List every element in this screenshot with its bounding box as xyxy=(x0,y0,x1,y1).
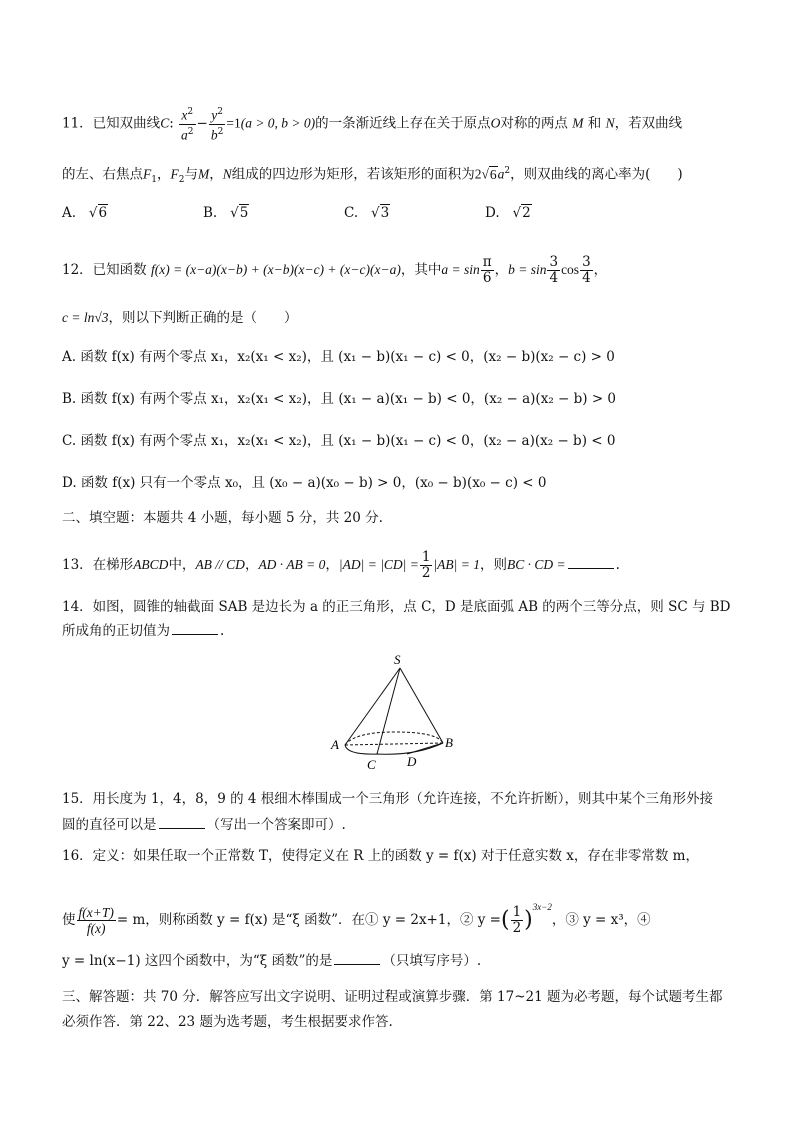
label-c: C xyxy=(367,757,376,772)
base-front-arc xyxy=(345,743,443,754)
q12-line1: 12．已知函数 f(x) = (x−a)(x−b) + (x−b)(x−c) + (x−c)(x−a)，其中a = sin $\frac{\pi}{6}$ ，b = sin $\frac{3}{4}$ cos $\frac{3}{4}$ ， xyxy=(62,254,608,286)
label-a: A xyxy=(331,737,339,752)
q15-line1: 15．用长度为 1，4，8，9 的 4 根细木棒围成一个三角形（允许连接，不允许折断），则其中某个三角形外接 xyxy=(62,791,714,807)
q16-answer-blank[interactable] xyxy=(334,964,380,965)
q12-option-a[interactable]: A. 函数 f(x) 有两个零点 x₁，x₂(x₁ < x₂)，且 (x₁ − b)(x₁ − c) < 0，(x₂ − b)(x₂ − c) > 0 xyxy=(62,349,615,365)
q14-line1: 14．如图，圆锥的轴截面 SAB 是边长为 a 的正三角形，点 C，D 是底面弧 AB 的两个三等分点，则 SC 与 BD xyxy=(62,599,731,615)
cone-figure xyxy=(325,650,475,772)
q11-option-a[interactable]: A. √6 xyxy=(62,205,108,221)
q11-option-b[interactable]: B. √5 xyxy=(203,205,249,221)
q13-line: 13．在梯形ABCD中，AB // CD，AD · AB = 0，|AD| = |CD| = $\frac{1}{2}$ |AB| = 1，则BC · CD = . xyxy=(62,549,620,581)
q12-function: f(x) = (x−a)(x−b) + (x−b)(x−c) + (x−c)(x−a) xyxy=(150,262,401,277)
base-back-arc xyxy=(345,732,443,745)
cone-edge-sc xyxy=(377,668,400,754)
q13-answer-blank[interactable] xyxy=(568,568,614,569)
q13-frac-half: $\frac{1}{2}$ xyxy=(421,549,431,581)
q11-option-c[interactable]: C. √3 xyxy=(344,205,390,221)
q16-frac: $\frac{f(x+T)}{f(x)}$ xyxy=(78,905,114,936)
q16-frac-half: $\frac{1}{2}$ xyxy=(512,904,522,936)
q12-option-c[interactable]: C. 函数 f(x) 有两个零点 x₁，x₂(x₁ < x₂)，且 (x₁ − b)(x₁ − c) < 0，(x₂ − a)(x₂ − b) < 0 xyxy=(62,433,616,449)
q11-number: 11．已知双曲线 xyxy=(62,115,161,132)
q14-line2: 所成角的正切值为 . xyxy=(62,623,225,639)
q12-frac-34b: $\frac{3}{4}$ xyxy=(582,254,591,286)
label-b: B xyxy=(445,735,453,750)
q11-line1: 11．已知双曲线C: $\frac{x^2}{a^2}$ − $\frac{y^2}{b^2}$ =1(a > 0, b > 0)的一条渐近线上存在关于原点O对称的两点 M 和 N，若双曲线 xyxy=(62,107,683,142)
section-3-line1: 三、解答题：共 70 分．解答应写出文字说明、证明过程或演算步骤．第 17~21 题为必考题，每个试题考生都 xyxy=(62,989,723,1005)
label-s: S xyxy=(394,652,401,667)
section-2-heading: 二、填空题：本题共 4 小题，每小题 5 分，共 20 分. xyxy=(62,510,383,526)
q15-answer-blank[interactable] xyxy=(159,828,205,829)
cone-edge-sb xyxy=(400,668,443,743)
q11-frac-x: $\frac{x^2}{a^2}$ xyxy=(181,107,194,142)
q12-line2: c = ln√3，则以下判断正确的是（ ） xyxy=(62,310,298,326)
q12-frac-pi6: $\frac{\pi}{6}$ xyxy=(482,254,492,286)
q11-line2: 的左、右焦点$F_1$，$F_2$与M，N组成的四边形为矩形，若该矩形的面积为$2√6a^2$，则双曲线的离心率为( ) xyxy=(62,166,683,186)
q14-answer-blank[interactable] xyxy=(172,634,218,635)
diameter-ab xyxy=(345,743,443,745)
section-3-line2: 必须作答．第 22、23 题为选考题，考生根据要求作答. xyxy=(62,1014,393,1030)
q16-line3: y = ln(x−1) 这四个函数中，为“ξ 函数”的是 （只填写序号）. xyxy=(62,953,482,969)
q12-option-d[interactable]: D. 函数 f(x) 只有一个零点 x₀，且 (x₀ − a)(x₀ − b) > 0，(x₀ − b)(x₀ − c) < 0 xyxy=(62,475,547,491)
q11-frac-y: $\frac{y^2}{b^2}$ xyxy=(210,107,224,142)
label-d: D xyxy=(407,754,417,769)
segment-bd xyxy=(407,743,443,754)
q12-frac-34a: $\frac{3}{4}$ xyxy=(549,254,559,286)
q11-curve: C xyxy=(160,115,170,131)
q12-number: 12．已知函数 xyxy=(62,262,147,278)
q16-line2: 使 $\frac{f(x+T)}{f(x)}$ = m，则称函数 y = f(x) 是“ξ 函数”．在① y = 2x+1，② y =( $\frac{1}{2}$ )$^{3x-2}$，③ y = x³，④ xyxy=(62,902,651,936)
q12-option-b[interactable]: B. 函数 f(x) 有两个零点 x₁，x₂(x₁ < x₂)，且 (x₁ − a)(x₁ − b) < 0，(x₂ − a)(x₂ − b) > 0 xyxy=(62,391,617,407)
q16-line1: 16．定义：如果任取一个正常数 T，使得定义在 R 上的函数 y = f(x) 对于任意实数 x，存在非零常数 m， xyxy=(62,848,699,864)
q15-line2: 圆的直径可以是 （写出一个答案即可）. xyxy=(62,817,346,833)
q11-option-d[interactable]: D. √2 xyxy=(485,205,531,221)
